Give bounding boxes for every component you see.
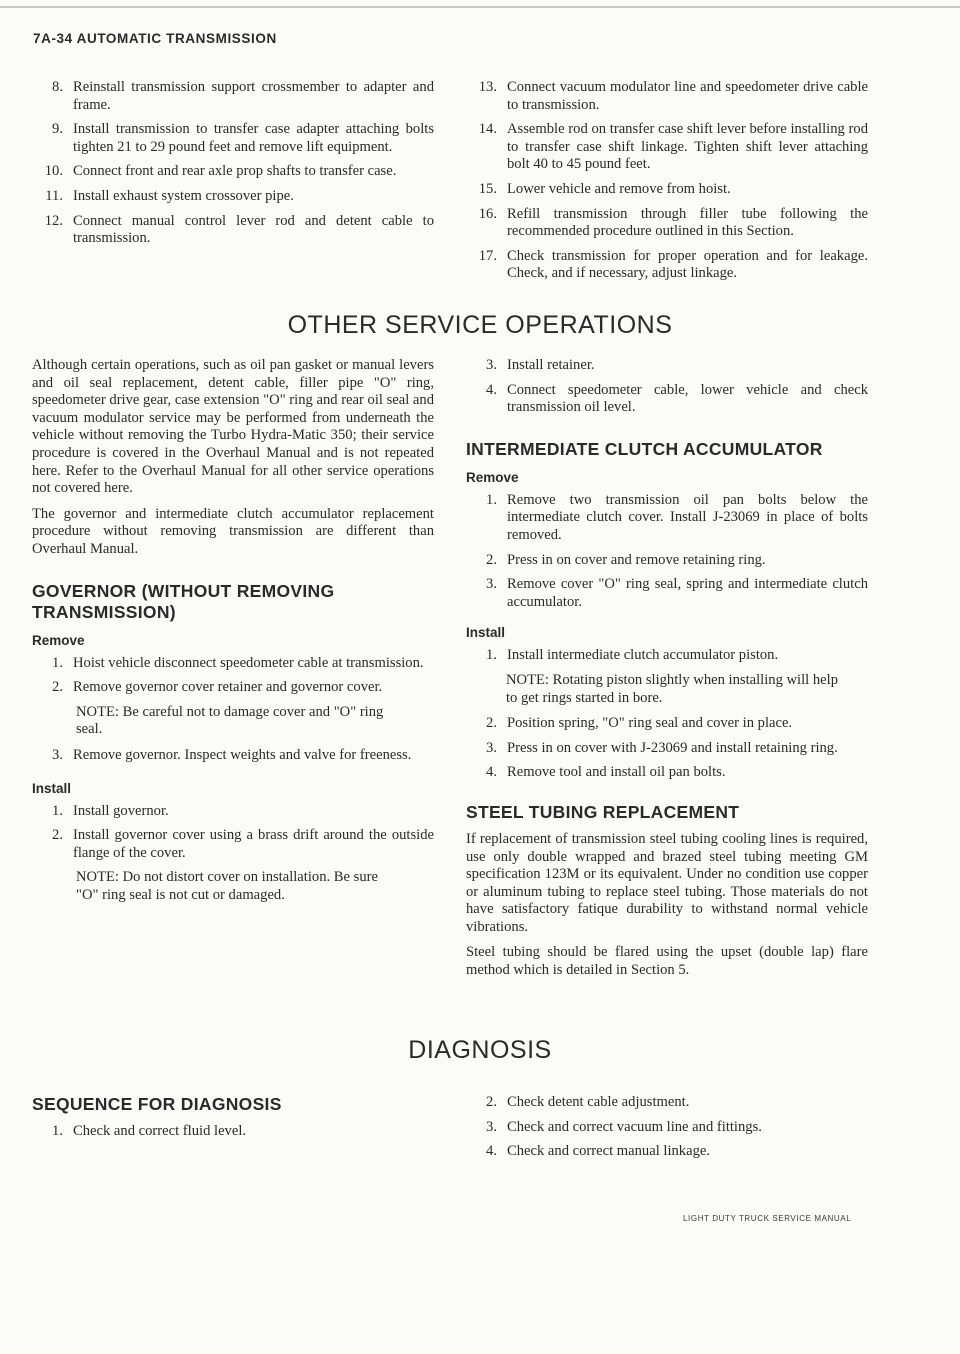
steel-tubing-heading: STEEL TUBING REPLACEMENT [466, 801, 740, 822]
step-number: 2. [486, 1094, 497, 1110]
step-number: 2. [52, 827, 63, 844]
step-text: Connect manual control lever rod and detent cable to transmission. [73, 212, 434, 247]
install-step [32, 188, 434, 206]
step-number: 17. [478, 247, 497, 264]
diagnosis-step [466, 1119, 868, 1137]
install-step [32, 163, 434, 181]
step-text: Install transmission to transfer case adapter attaching bolts tighten 21 to 29 pound feet and remove lift equipment. [73, 121, 434, 155]
step-text: Check and correct manual linkage. [507, 1143, 711, 1160]
step-number: 3. [52, 746, 63, 763]
install-step [466, 121, 868, 174]
steel-tubing-paragraph-2: Steel tubing should be flared using the upset (double lap) flare method which is detailed in Section 5. [466, 944, 868, 979]
diagnosis-step [466, 1094, 868, 1112]
step-number: 12. [44, 212, 63, 229]
step-number: 4. [486, 381, 497, 398]
step-text: Connect vacuum modulator line and speedometer drive cable to transmission. [507, 79, 868, 113]
install-step [466, 79, 868, 114]
step-number: 2. [52, 679, 63, 696]
step-text: Check transmission for proper operation and for leakage. Check, and if necessary, adjust linkage. [507, 247, 868, 282]
other-service-operations-title: OTHER SERVICE OPERATIONS [287, 311, 673, 339]
step-number: 3. [486, 1118, 497, 1135]
install-step [466, 206, 868, 241]
footer-manual-title: LIGHT DUTY TRUCK SERVICE MANUAL [683, 1214, 852, 1223]
accumulator-note: NOTE: Rotating piston slightly when installing will help to get rings started in bore. [506, 671, 838, 706]
step-text: Install governor. [73, 802, 169, 819]
accumulator-install-step [466, 715, 868, 733]
step-text: Connect front and rear axle prop shafts to transfer case. [73, 163, 397, 180]
step-number: 4. [486, 1143, 497, 1160]
step-number: 1. [486, 647, 497, 664]
step-number: 10. [44, 163, 63, 180]
page-header: 7A-34 AUTOMATIC TRANSMISSION [33, 31, 277, 46]
step-number: 13. [478, 79, 497, 95]
step-number: 1. [52, 1123, 63, 1139]
step-text: Hoist vehicle disconnect speedometer cable at transmission. [73, 654, 424, 671]
step-number: 1. [52, 802, 63, 819]
other-ops-right-column [466, 357, 868, 988]
step-text: Assemble rod on transfer case shift lever before installing rod to transfer case shift linkage. Tighten shift lever attaching bolt 40 to 45 pound feet. [507, 121, 868, 173]
step-number: 2. [486, 715, 497, 732]
step-text: Refill transmission through filler tube following the recommended procedure outlined in this Section. [507, 205, 868, 240]
diagnosis-step [466, 1143, 868, 1161]
step-number: 2. [486, 551, 497, 568]
step-text: Install exhaust system crossover pipe. [73, 187, 294, 204]
step-text: Install governor cover using a brass drift around the outside flange of the cover. [73, 827, 434, 861]
step-text: Remove cover "O" ring seal, spring and intermediate clutch accumulator. [507, 576, 868, 610]
step-number: 9. [52, 121, 63, 138]
step-text: Press in on cover with J-23069 and install retaining ring. [507, 739, 838, 756]
install-step [32, 79, 434, 114]
step-text: Check and correct fluid level. [73, 1123, 247, 1139]
accumulator-install-step [466, 647, 868, 665]
step-number: 11. [45, 187, 63, 204]
step-text: Connect speedometer cable, lower vehicle and check transmission oil level. [507, 381, 868, 416]
step-number: 1. [486, 491, 497, 508]
step-text: Press in on cover and remove retaining ring. [507, 551, 766, 568]
step-text: Install retainer. [507, 357, 595, 373]
step-text: Lower vehicle and remove from hoist. [507, 180, 731, 197]
step-text: Reinstall transmission support crossmember to adapter and frame. [73, 79, 434, 113]
step-text: Check detent cable adjustment. [507, 1094, 690, 1110]
accumulator-remove-step [466, 576, 868, 611]
install-step [466, 181, 868, 199]
accumulator-remove-label: Remove [466, 469, 519, 485]
step-text: Remove two transmission oil pan bolts below the intermediate clutch cover. Install J-23069 in place of bolts removed. [507, 491, 868, 543]
accumulator-install-label: Install [466, 625, 506, 641]
accumulator-install-step [466, 740, 868, 758]
intro-paragraph: Although certain operations, such as oil pan gasket or manual levers and oil seal replacement, detent cable, filler pipe "O" ring, speedometer drive gear, case extension "O" ring and rear oil seal and vacuum modulator service may be performed from underneath the vehicle without removing the Turbo Hydra-Matic 350; their service procedure is covered in the Overhaul Manual and is not repeated here. Refer to the Overhaul Manual for all other service operations not covered here. [32, 357, 434, 497]
top-rule [0, 6, 960, 8]
accumulator-install-step [466, 764, 868, 782]
governor-heading: GOVERNOR (WITHOUT REMOVING TRANSMISSION) [32, 580, 335, 622]
step-text: Remove governor cover retainer and governor cover. [73, 679, 383, 696]
step-text: Position spring, "O" ring seal and cover in place. [507, 715, 793, 732]
accumulator-heading: INTERMEDIATE CLUTCH ACCUMULATOR [466, 438, 823, 459]
governor-install-step [466, 357, 868, 375]
governor-install-step [32, 827, 434, 862]
step-text: Install intermediate clutch accumulator piston. [507, 647, 779, 664]
top-left-steps [32, 79, 434, 255]
governor-install-label: Install [32, 780, 72, 796]
governor-remove-step [32, 679, 434, 697]
other-ops-left-column [32, 357, 434, 912]
step-number: 4. [486, 764, 497, 781]
governor-install-step [466, 382, 868, 417]
step-text: Check and correct vacuum line and fittings. [507, 1118, 762, 1135]
governor-remove-step [32, 747, 434, 765]
governor-note-2: NOTE: Do not distort cover on installation. Be sure "O" ring seal is not cut or damaged. [76, 869, 378, 903]
accumulator-remove-step [466, 552, 868, 570]
install-step [32, 121, 434, 156]
step-number: 8. [52, 79, 63, 95]
step-number: 1. [52, 654, 63, 671]
step-text: Remove tool and install oil pan bolts. [507, 764, 726, 781]
step-number: 15. [478, 180, 497, 197]
diagnosis-title: DIAGNOSIS [408, 1036, 552, 1064]
diagnosis-left-column [32, 1094, 434, 1148]
governor-install-step [32, 803, 434, 821]
diagnosis-step [32, 1123, 434, 1141]
step-number: 14. [478, 121, 497, 138]
install-step [32, 213, 434, 248]
governor-remove-label: Remove [32, 632, 85, 648]
install-step [466, 248, 868, 283]
governor-remove-step [32, 655, 434, 673]
step-number: 3. [486, 576, 497, 593]
top-right-steps [466, 79, 868, 290]
sequence-heading: SEQUENCE FOR DIAGNOSIS [32, 1094, 282, 1114]
step-number: 3. [486, 357, 497, 373]
accumulator-remove-step [466, 492, 868, 545]
step-number: 3. [486, 739, 497, 756]
diagnosis-right-column [466, 1094, 868, 1168]
governor-note-1: NOTE: Be careful not to damage cover and "O" ring seal. [76, 703, 384, 738]
step-number: 16. [478, 205, 497, 222]
steel-tubing-paragraph-1: If replacement of transmission steel tubing cooling lines is required, use only double wrapped and brazed steel tubing meeting GM specification 123M or its equivalent. Under no condition use copper or aluminum tubing to replace steel tubing. Those materials do not have satisfactory fatique durability to withstand normal vehicle vibrations. [466, 830, 868, 935]
step-text: Remove governor. Inspect weights and valve for freeness. [73, 746, 412, 763]
intro-paragraph-2: The governor and intermediate clutch accumulator replacement procedure without removing transmission are different than Overhaul Manual. [32, 505, 434, 557]
